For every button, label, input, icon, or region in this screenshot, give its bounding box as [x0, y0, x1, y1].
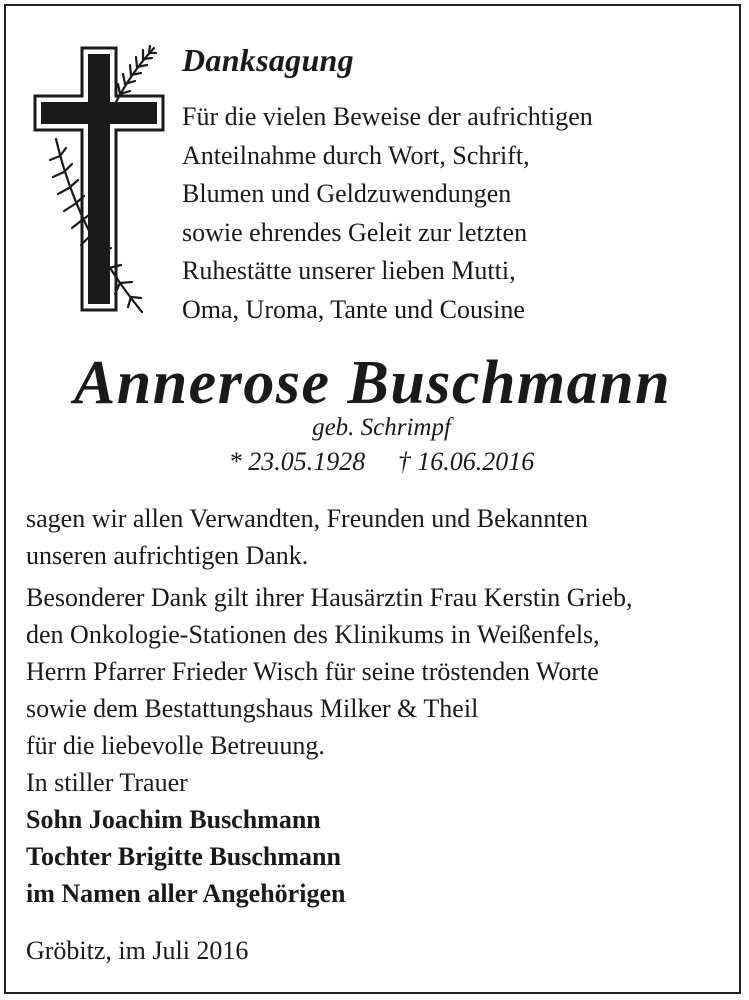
- intro-line: sowie ehrendes Geleit zur letzten: [182, 217, 528, 247]
- birth-date: * 23.05.1928: [228, 447, 366, 476]
- mourning-intro: In stiller Trauer: [26, 768, 188, 797]
- thanks-line: sagen wir allen Verwandten, Freunden und Bekannten: [26, 504, 588, 533]
- notice-heading: Danksagung: [182, 42, 354, 78]
- place-date: Gröbitz, im Juli 2016: [26, 936, 249, 965]
- mourner-name: im Namen aller Angehörigen: [26, 879, 346, 908]
- intro-line: Blumen und Geldzuwendungen: [182, 179, 512, 208]
- thanks-paragraph: [26, 500, 588, 574]
- obituary-notice: [4, 4, 741, 994]
- intro-line: Für die vielen Beweise der aufrichtigen: [182, 102, 593, 131]
- death-date: † 16.06.2016: [397, 447, 535, 476]
- special-thanks-line: den Onkologie-Stationen des Klinikums in Weißenfels,: [26, 620, 600, 649]
- thanks-line: unseren aufrichtigen Dank.: [26, 541, 309, 570]
- special-thanks-paragraph: [26, 579, 632, 764]
- cross-with-palm-branch-icon: [30, 44, 170, 319]
- mourner-name: Sohn Joachim Buschmann: [26, 805, 321, 834]
- special-thanks-line: für die liebevolle Betreuung.: [26, 731, 325, 760]
- deceased-name: Annerose Buschmann: [73, 349, 672, 417]
- special-thanks-line: Herrn Pfarrer Frieder Wisch für seine tröstenden Worte: [26, 657, 599, 686]
- intro-line: Anteilnahme durch Wort, Schrift,: [182, 140, 530, 170]
- mourner-name: Tochter Brigitte Buschmann: [26, 842, 341, 871]
- intro-line: Oma, Uroma, Tante und Cousine: [182, 294, 525, 324]
- life-dates: [6, 447, 749, 477]
- mourners-block: [26, 764, 345, 912]
- intro-line: Ruhestätte unserer lieben Mutti,: [182, 256, 516, 285]
- maiden-name: geb. Schrimpf: [312, 414, 451, 441]
- intro-text: [182, 98, 593, 329]
- special-thanks-line: sowie dem Bestattungshaus Milker & Theil: [26, 694, 479, 723]
- special-thanks-line: Besonderer Dank gilt ihrer Hausärztin Frau Kerstin Grieb,: [26, 583, 633, 612]
